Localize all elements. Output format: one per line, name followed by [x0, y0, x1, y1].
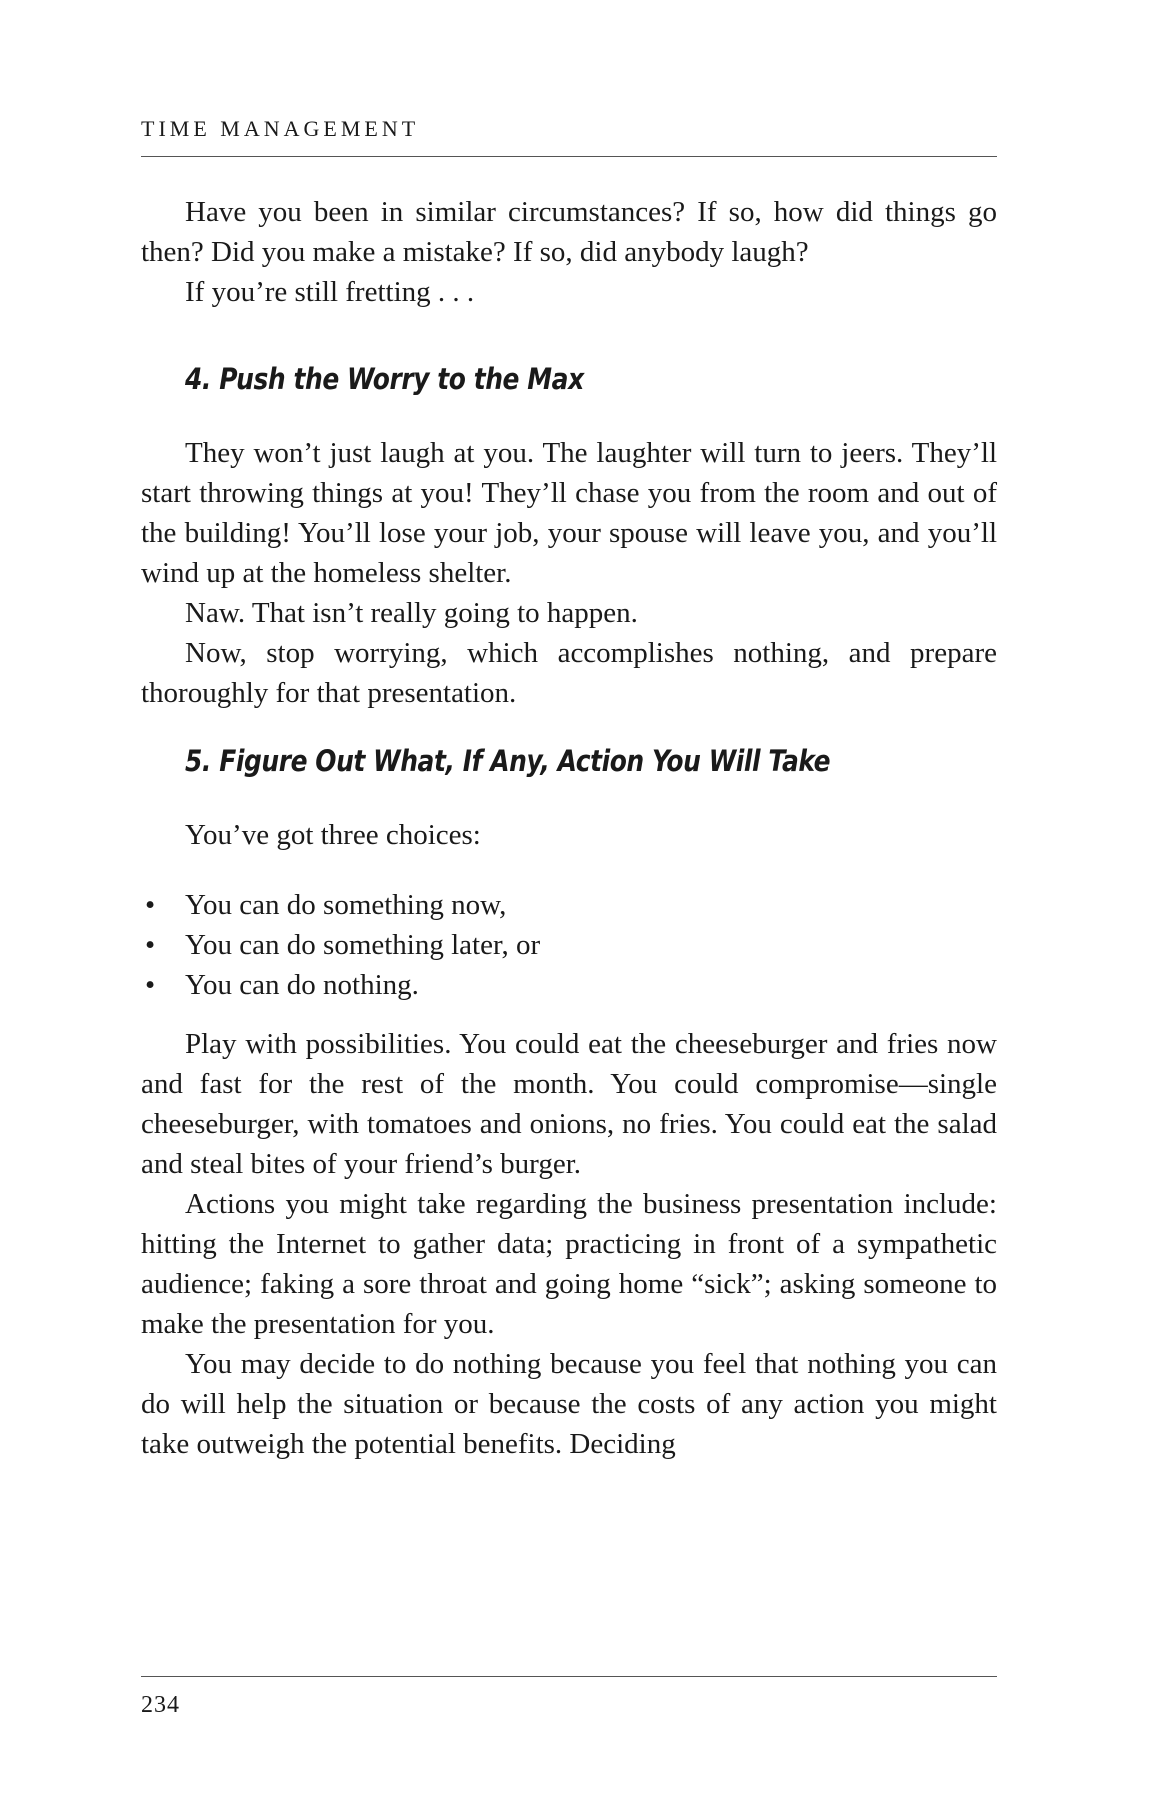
- page-number: 234: [141, 1692, 180, 1718]
- list-item-text: You can do nothing.: [185, 969, 419, 1001]
- footer-rule: [141, 1676, 997, 1677]
- choices-list: [141, 885, 997, 1005]
- paragraph: Have you been in similar circumstances? If so, how did things go then? Did you make a mistake? If so, did anybody laugh?: [141, 196, 997, 268]
- list-item-text: You can do something later, or: [185, 929, 541, 961]
- paragraph: They won’t just laugh at you. The laughter will turn to jeers. They’ll start throwing things at you! They’ll chase you from the room and out of the building! You’ll lose your job, your spouse will leave you, and you’ll wind up at the homeless shelter.: [141, 437, 997, 589]
- list-item: [141, 965, 997, 1005]
- book-page: [141, 0, 997, 1800]
- section-heading-5: 5. Figure Out What, If Any, Action You Will Take: [185, 744, 831, 778]
- paragraph: Naw. That isn’t really going to happen.: [185, 597, 638, 629]
- running-head: TIME MANAGEMENT: [141, 116, 420, 141]
- bullet-icon: •: [145, 929, 156, 961]
- section-5-text-block: [141, 1024, 997, 1464]
- list-item: [141, 925, 997, 965]
- list-item: [141, 885, 997, 925]
- header-rule: [141, 156, 997, 157]
- paragraph: You’ve got three choices:: [185, 819, 481, 851]
- bullet-icon: •: [145, 889, 156, 921]
- section-5-intro: [141, 815, 997, 855]
- paragraph: You may decide to do nothing because you feel that nothing you can do will help the situation or because the costs of any action you might take outweigh the potential benefits. Deciding: [141, 1348, 997, 1460]
- bullet-icon: •: [145, 969, 156, 1001]
- paragraph: Actions you might take regarding the business presentation include: hitting the Internet to gather data; practicing in front of a sympathetic audience; faking a sore throat and going home “sick”; asking someone to make the presentation for you.: [141, 1188, 997, 1340]
- intro-text-block: [141, 192, 997, 312]
- section-heading-4: 4. Push the Worry to the Max: [185, 362, 584, 396]
- paragraph: Play with possibilities. You could eat the cheeseburger and fries now and fast for the rest of the month. You could compromise—single cheeseburger, with tomatoes and onions, no fries. You could eat the salad and steal bites of your friend’s burger.: [141, 1028, 997, 1180]
- list-item-text: You can do something now,: [185, 889, 507, 921]
- paragraph: Now, stop worrying, which accomplishes nothing, and prepare thoroughly for that presentation.: [141, 637, 997, 709]
- paragraph: If you’re still fretting . . .: [185, 276, 475, 308]
- section-4-text-block: [141, 433, 997, 713]
